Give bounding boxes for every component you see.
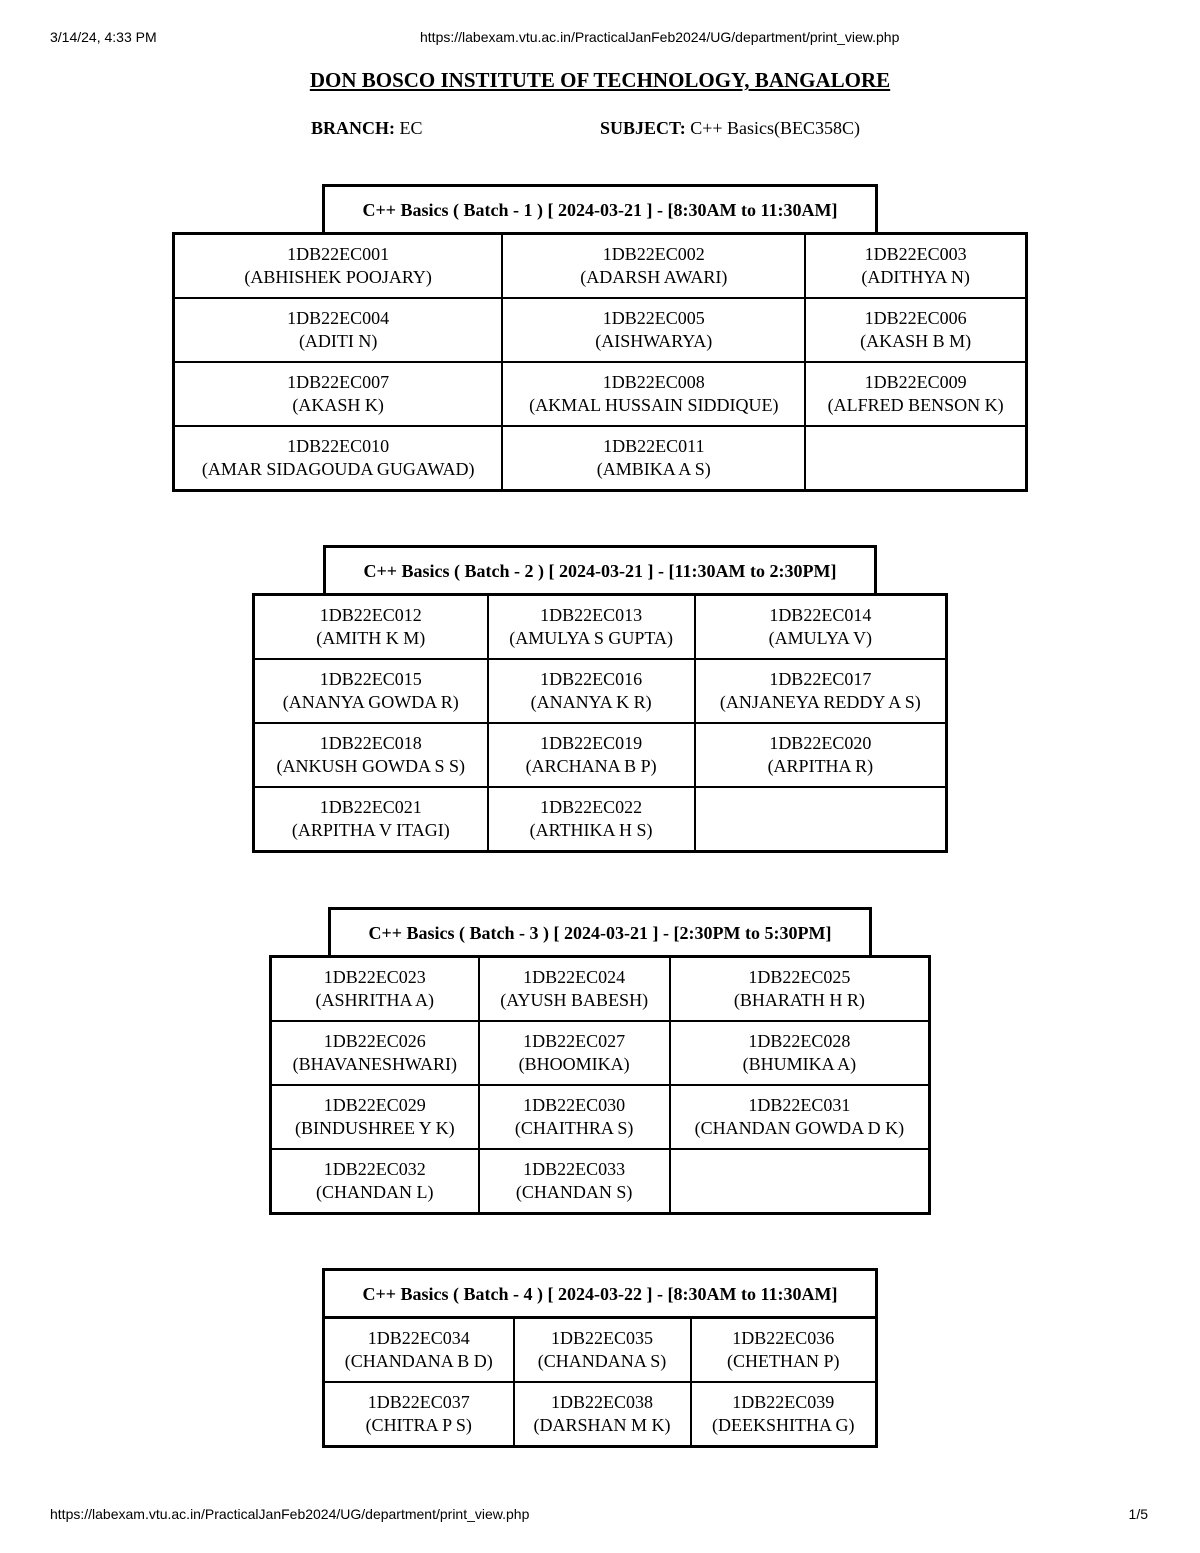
student-name: (ANKUSH GOWDA S S) [276,756,466,776]
student-name: (CHANDANA S) [537,1351,667,1371]
student-usn: 1DB22EC014 [769,605,872,625]
student-cell [670,1021,930,1085]
empty-cell [695,787,947,852]
table-row [271,957,930,1022]
table-row [174,426,1027,491]
student-usn: 1DB22EC027 [523,1031,626,1051]
student-usn: 1DB22EC010 [287,436,390,456]
student-cell [271,1149,479,1214]
student-usn: 1DB22EC003 [864,244,967,264]
student-name: (AYUSH BABESH) [500,990,649,1010]
student-cell [502,362,805,426]
table-row [254,787,947,852]
student-usn: 1DB22EC039 [732,1392,835,1412]
student-cell [695,723,947,787]
student-usn: 1DB22EC015 [319,669,422,689]
empty-cell [805,426,1026,491]
student-cell [805,298,1026,362]
student-name: (ANJANEYA REDDY A S) [719,692,921,712]
grid-body [271,957,930,1214]
student-usn: 1DB22EC031 [748,1095,851,1115]
student-usn: 1DB22EC033 [523,1159,626,1179]
student-usn: 1DB22EC030 [523,1095,626,1115]
student-name: (AMULYA V) [768,628,873,648]
student-name: (AKMAL HUSSAIN SIDDIQUE) [529,395,779,415]
student-usn: 1DB22EC034 [367,1328,470,1348]
student-cell [174,362,503,426]
batch-section [0,184,1200,492]
student-cell [514,1318,691,1383]
table-row [271,1085,930,1149]
student-usn: 1DB22EC007 [287,372,390,392]
student-grid [172,232,1028,492]
student-name: (AKASH K) [292,395,384,415]
student-cell [254,787,488,852]
subject-label: SUBJECT: [600,118,686,138]
student-usn: 1DB22EC012 [319,605,422,625]
student-name: (ANANYA GOWDA R) [282,692,459,712]
subject-line [600,118,860,139]
student-cell [271,957,479,1022]
footer-url: https://labexam.vtu.ac.in/PracticalJanFeb2024/UG/department/print_view.php [50,1506,530,1522]
student-name: (ADITHYA N) [861,267,970,287]
batch-section [0,907,1200,1215]
student-cell [488,659,695,723]
student-usn: 1DB22EC017 [769,669,872,689]
student-cell [174,426,503,491]
table-row [254,723,947,787]
print-datetime: 3/14/24, 4:33 PM [50,29,157,45]
student-usn: 1DB22EC001 [287,244,390,264]
student-cell [174,298,503,362]
student-cell [502,426,805,491]
branch-label: BRANCH: [311,118,395,138]
student-usn: 1DB22EC032 [323,1159,426,1179]
student-usn: 1DB22EC022 [540,797,643,817]
student-name: (AMITH K M) [316,628,426,648]
student-name: (DEEKSHITHA G) [712,1415,855,1435]
student-cell [488,595,695,660]
student-name: (ALFRED BENSON K) [827,395,1004,415]
student-usn: 1DB22EC038 [551,1392,654,1412]
student-cell [254,659,488,723]
student-name: (CHAITHRA S) [514,1118,634,1138]
batch-title: C++ Basics ( Batch - 4 ) [ 2024-03-22 ] - [8:30AM to 11:30AM] [322,1268,878,1316]
student-cell [691,1382,877,1447]
student-name: (ADITI N) [298,331,378,351]
student-cell [174,234,503,299]
student-grid [322,1316,878,1448]
student-name: (ARPITHA V ITAGI) [291,820,450,840]
student-usn: 1DB22EC028 [748,1031,851,1051]
student-name: (BHARATH H R) [733,990,865,1010]
student-name: (DARSHAN M K) [533,1415,671,1435]
student-usn: 1DB22EC008 [602,372,705,392]
table-row [174,362,1027,426]
student-usn: 1DB22EC006 [864,308,967,328]
student-name: (AISHWARYA) [595,331,713,351]
batch-title: C++ Basics ( Batch - 2 ) [ 2024-03-21 ] - [11:30AM to 2:30PM] [323,545,877,593]
batch-section [0,545,1200,853]
student-cell [324,1382,514,1447]
student-name: (CHITRA P S) [365,1415,472,1435]
student-cell [254,723,488,787]
student-name: (CHANDAN GOWDA D K) [694,1118,905,1138]
student-grid [252,593,948,853]
empty-cell [670,1149,930,1214]
student-cell [691,1318,877,1383]
table-row [174,234,1027,299]
table-row [174,298,1027,362]
student-cell [271,1021,479,1085]
page-number: 1/5 [1128,1506,1148,1522]
student-usn: 1DB22EC029 [323,1095,426,1115]
student-usn: 1DB22EC005 [602,308,705,328]
college-title: DON BOSCO INSTITUTE OF TECHNOLOGY, BANGALORE [309,68,891,92]
student-usn: 1DB22EC025 [748,967,851,987]
student-usn: 1DB22EC037 [367,1392,470,1412]
student-cell [479,957,670,1022]
student-name: (AKASH B M) [860,331,972,351]
batch-title: C++ Basics ( Batch - 3 ) [ 2024-03-21 ] - [2:30PM to 5:30PM] [328,907,872,955]
student-cell [254,595,488,660]
student-name: (ASHRITHA A) [315,990,435,1010]
student-usn: 1DB22EC036 [732,1328,835,1348]
student-cell [502,298,805,362]
student-name: (AMAR SIDAGOUDA GUGAWAD) [201,459,475,479]
student-name: (ARCHANA B P) [525,756,657,776]
grid-body [324,1318,877,1447]
student-cell [805,234,1026,299]
student-cell [271,1085,479,1149]
branch-value: EC [399,118,423,138]
student-cell [488,723,695,787]
student-name: (ABHISHEK POOJARY) [244,267,432,287]
student-cell [695,659,947,723]
grid-body [254,595,947,852]
student-usn: 1DB22EC002 [602,244,705,264]
student-usn: 1DB22EC018 [319,733,422,753]
student-usn: 1DB22EC023 [323,967,426,987]
student-usn: 1DB22EC016 [540,669,643,689]
student-usn: 1DB22EC020 [769,733,872,753]
table-row [271,1021,930,1085]
student-name: (CHANDAN L) [316,1182,434,1202]
student-name: (CHANDANA B D) [344,1351,493,1371]
table-row [324,1382,877,1447]
student-usn: 1DB22EC009 [864,372,967,392]
student-usn: 1DB22EC021 [319,797,422,817]
student-grid [269,955,931,1215]
student-cell [695,595,947,660]
table-row [254,595,947,660]
student-name: (ARPITHA R) [767,756,874,776]
student-usn: 1DB22EC004 [287,308,390,328]
student-name: (CHANDAN S) [515,1182,633,1202]
student-cell [479,1021,670,1085]
student-usn: 1DB22EC011 [603,436,705,456]
student-name: (BHOOMIKA) [518,1054,630,1074]
table-row [254,659,947,723]
student-cell [479,1085,670,1149]
student-cell [488,787,695,852]
student-usn: 1DB22EC024 [523,967,626,987]
student-usn: 1DB22EC035 [551,1328,654,1348]
student-name: (AMBIKA A S) [596,459,711,479]
student-name: (ADARSH AWARI) [580,267,728,287]
grid-body [174,234,1027,491]
table-row [271,1149,930,1214]
subject-value: C++ Basics(BEC358C) [690,118,860,138]
table-row [324,1318,877,1383]
student-name: (ARTHIKA H S) [529,820,653,840]
student-cell [514,1382,691,1447]
student-name: (BHAVANESHWARI) [292,1054,457,1074]
student-usn: 1DB22EC013 [540,605,643,625]
print-url: https://labexam.vtu.ac.in/PracticalJanFeb2024/UG/department/print_view.php [420,29,900,45]
student-name: (AMULYA S GUPTA) [509,628,673,648]
student-usn: 1DB22EC019 [540,733,643,753]
student-name: (BHUMIKA A) [742,1054,857,1074]
student-cell [805,362,1026,426]
student-cell [479,1149,670,1214]
student-usn: 1DB22EC026 [323,1031,426,1051]
batch-title: C++ Basics ( Batch - 1 ) [ 2024-03-21 ] - [8:30AM to 11:30AM] [322,184,878,232]
student-cell [502,234,805,299]
student-cell [324,1318,514,1383]
student-name: (CHETHAN P) [727,1351,840,1371]
student-name: (ANANYA K R) [530,692,652,712]
student-cell [670,1085,930,1149]
student-cell [670,957,930,1022]
batch-section [0,1268,1200,1448]
student-name: (BINDUSHREE Y K) [294,1118,455,1138]
branch-line [311,118,423,139]
